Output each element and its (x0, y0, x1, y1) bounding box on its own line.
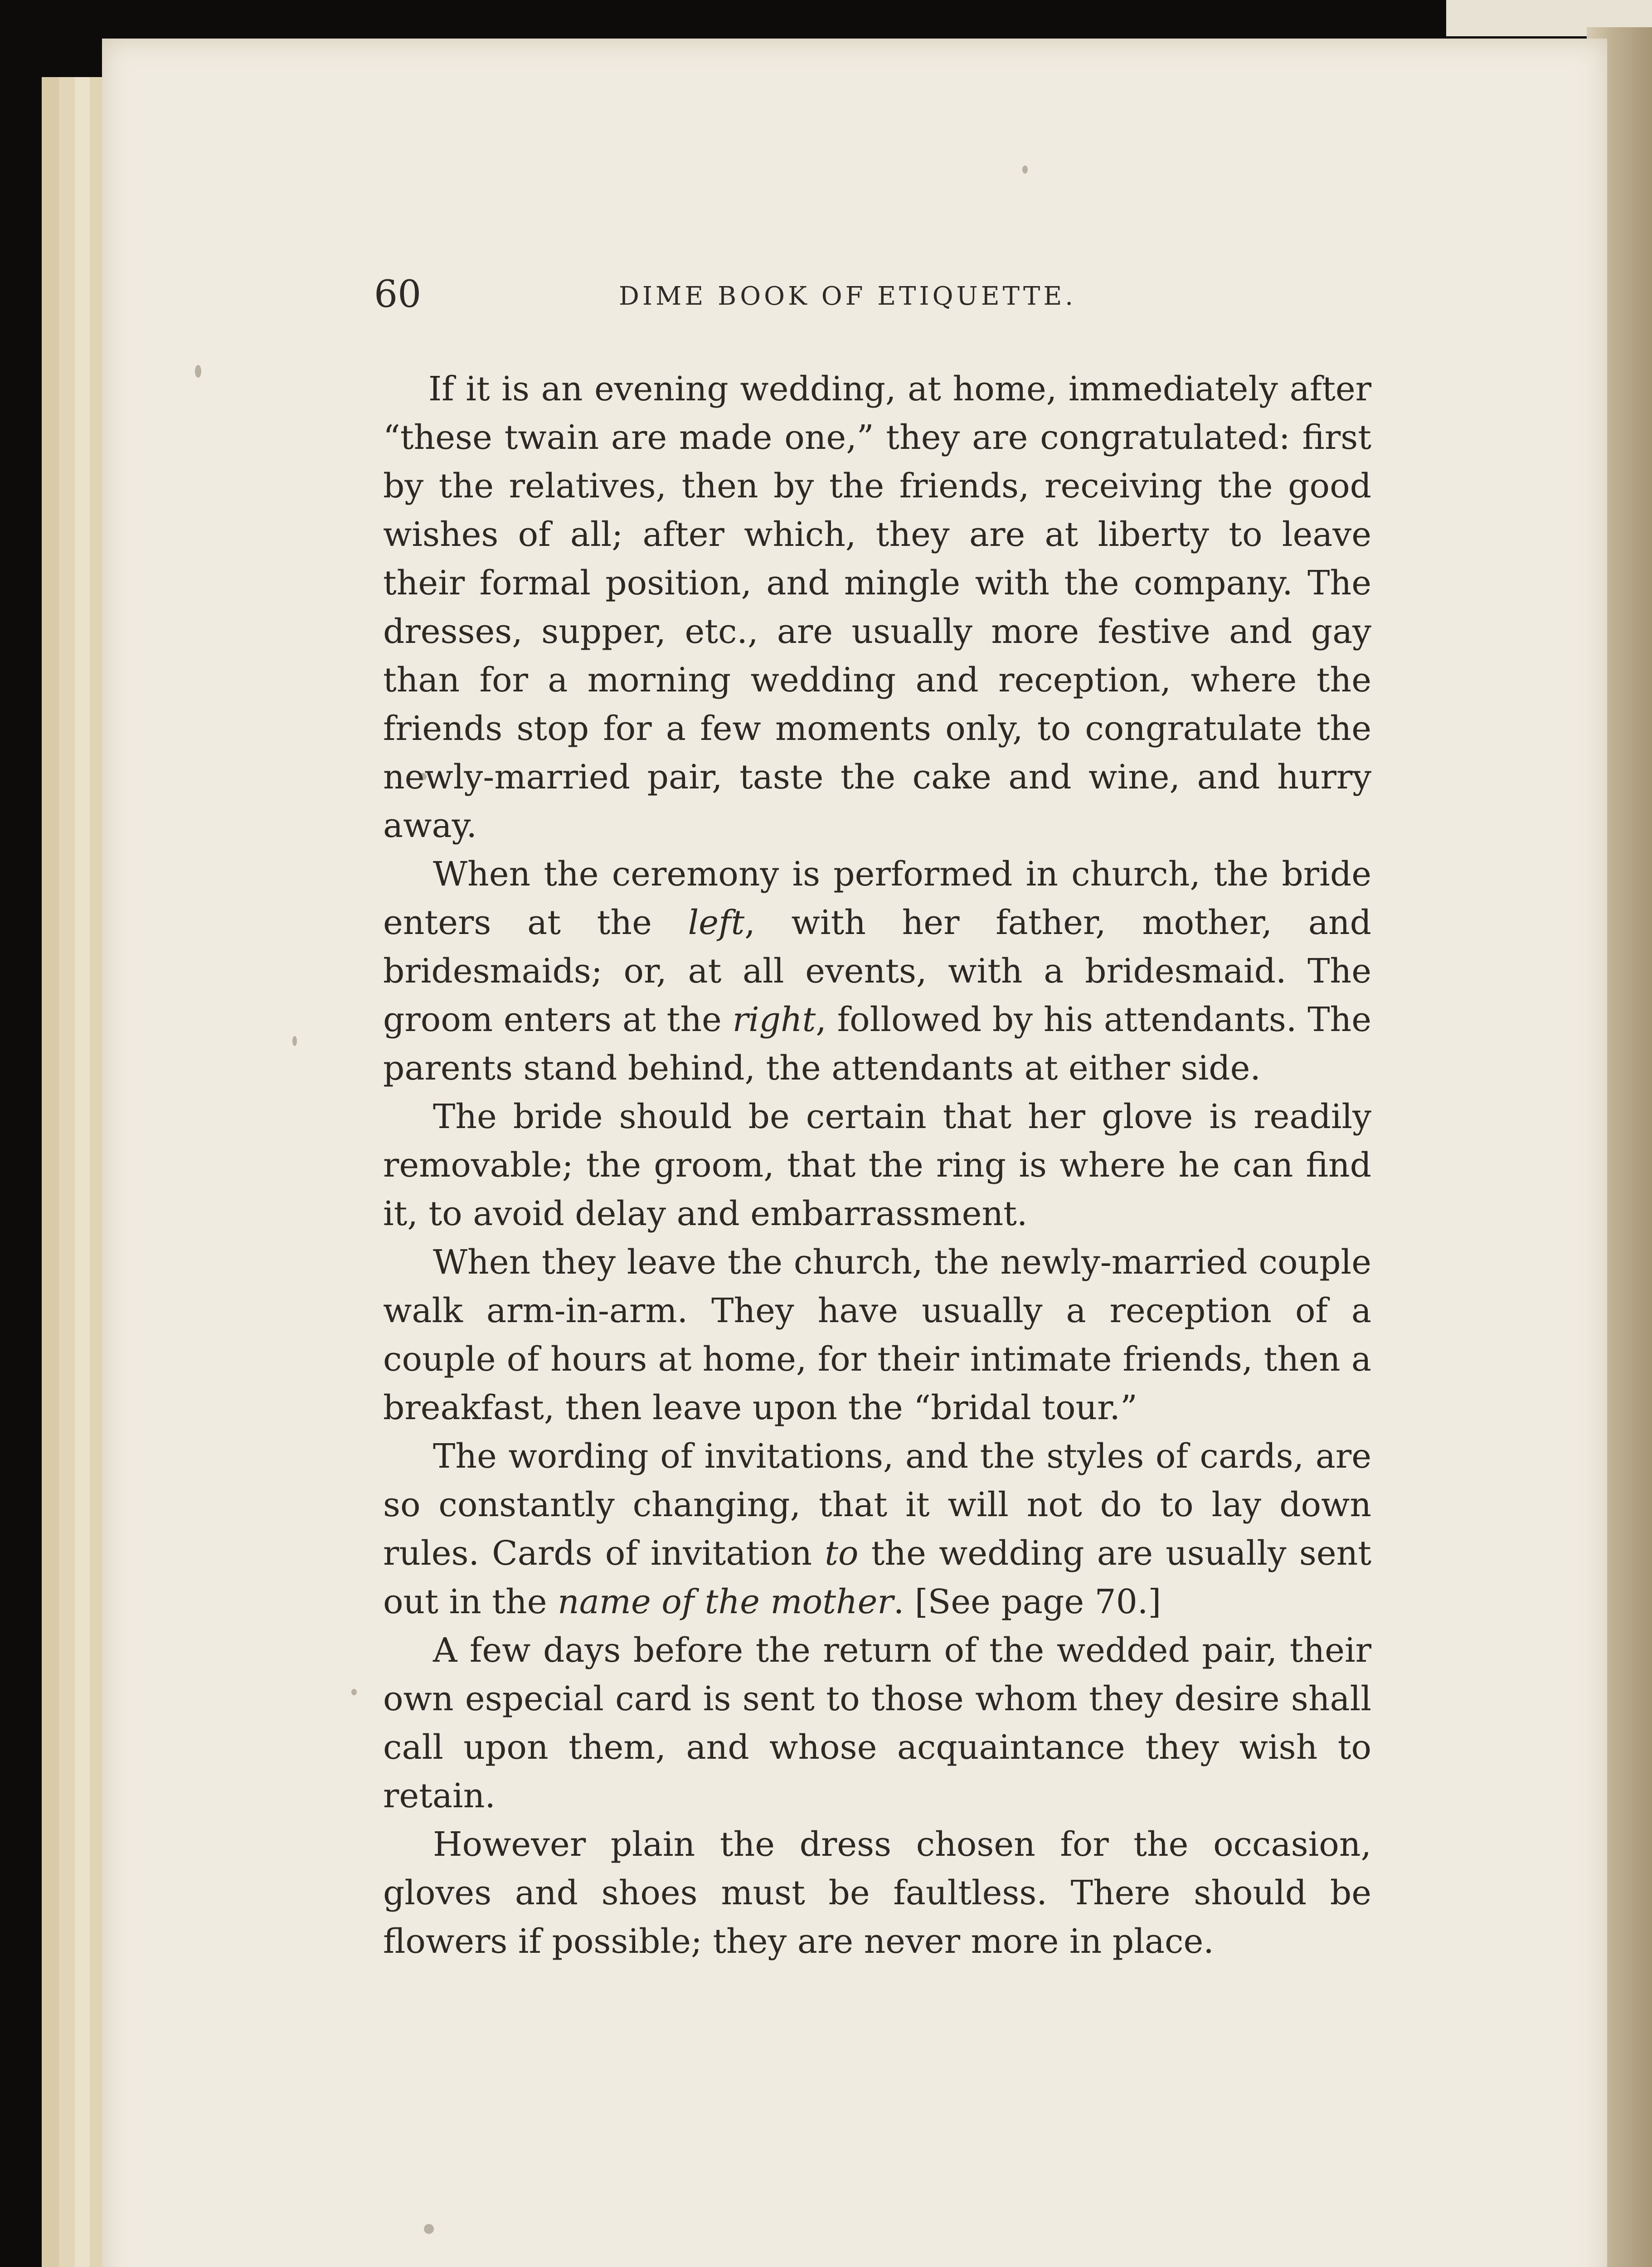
paragraph (383, 850, 1371, 1093)
text-span: When the ceremony is performed in church, the bride enters at the (383, 855, 1371, 942)
paper-speck (292, 1036, 297, 1046)
paragraph (383, 1820, 1371, 1966)
text-span: When they leave the church, the newly-married couple walk arm-in-arm. They have usually a reception of a couple of hours at home, for their intimate friends, then a breakfast, then leave upon the “bridal tour.” (383, 1243, 1371, 1427)
text-span: The bride should be certain that her glove is readily removable; the groom, that the ring is where he can find it, to avoid delay and embarrassment. (383, 1097, 1371, 1233)
paragraph (383, 365, 1371, 850)
italic-span: left (688, 903, 745, 942)
body-text (383, 365, 1371, 1966)
paragraph (383, 1626, 1371, 1820)
italic-span: to (825, 1534, 859, 1573)
paper-speck (1022, 165, 1028, 174)
running-head: DIME BOOK OF ETIQUETTE. (619, 282, 1077, 311)
paper-speck (424, 2224, 434, 2234)
text-span: If it is an evening wedding, at home, immediately after “these twain are made one,” they are congratulated: first by the relatives, then by the friends, receiving the good wishes of all; after which, they are at liberty to leave their formal position, and mingle with the company. The dresses, supper, etc., are usually more festive and gay than for a morning wedding and reception, where the friends stop for a few moments only, to congratulate the newly-married pair, taste the cake and wine, and hurry away. (383, 370, 1371, 845)
paragraph (383, 1432, 1371, 1626)
italic-span: right (732, 1000, 816, 1039)
page-number: 60 (374, 273, 422, 316)
text-span: The wording of invitations, and the styles of cards, are so constantly changing, that it will not do to lay down rules. Cards of invitation (383, 1437, 1371, 1573)
text-span: , followed by his attendants. The parents stand behind, the attendants at either side. (383, 1000, 1371, 1088)
page-header (374, 270, 1380, 320)
text-span: However plain the dress chosen for the occasion, gloves and shoes must be faultless. There should be flowers if possible; they are never more in place. (383, 1825, 1371, 1961)
text-span: the wedding are usually sent out in the (383, 1534, 1372, 1621)
italic-span: name of the mother (558, 1582, 894, 1621)
text-span: , with her father, mother, and bridesmaids; or, at all events, with a bridesmaid. The groom enters at the (383, 903, 1371, 1039)
paper-speck (351, 1689, 357, 1695)
paragraph (383, 1238, 1371, 1432)
paper-speck (195, 365, 201, 378)
text-span: A few days before the return of the wedded pair, their own especial card is sent to those whom they desire shall call upon them, and whose acquaintance they wish to retain. (383, 1631, 1371, 1815)
paragraph (383, 1093, 1371, 1238)
text-span: . [See page 70.] (893, 1582, 1161, 1621)
